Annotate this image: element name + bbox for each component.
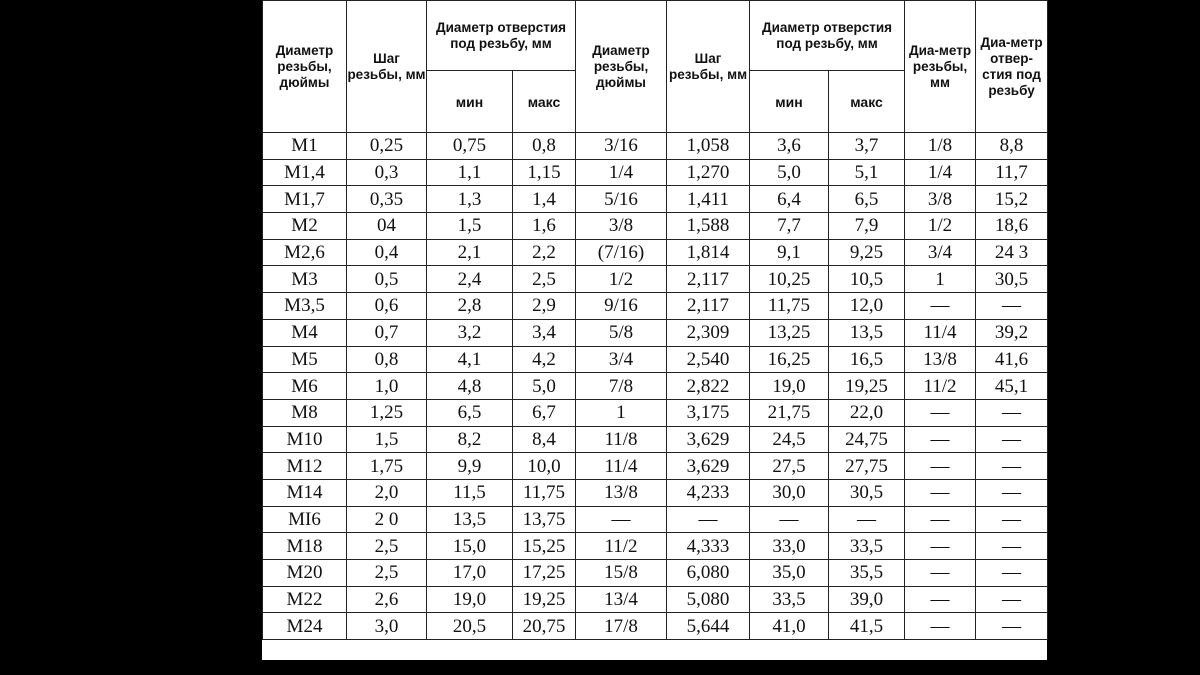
thread-hole-diameter-table <box>262 0 1048 640</box>
cell-hole-min: 1,5 <box>427 213 513 240</box>
cell-thread-size: M2,6 <box>263 239 347 266</box>
cell-hole-max-inch: 7,9 <box>829 213 905 240</box>
cell-hole-max: 13,75 <box>513 506 576 533</box>
cell-hole-min-inch: — <box>750 506 829 533</box>
cell-hole-dia-2: — <box>976 586 1048 613</box>
cell-hole-min: 20,5 <box>427 613 513 640</box>
cell-hole-max: 0,8 <box>513 133 576 160</box>
cell-thread-mm-2: 1 <box>905 266 976 293</box>
cell-hole-max: 8,4 <box>513 426 576 453</box>
cell-thread-size: M3,5 <box>263 293 347 320</box>
cell-thread-mm-2: — <box>905 453 976 480</box>
cell-thread-mm-2: — <box>905 479 976 506</box>
table-row <box>263 426 1048 453</box>
table-row <box>263 319 1048 346</box>
table-row <box>263 346 1048 373</box>
cell-thread-size: M22 <box>263 586 347 613</box>
thread-table-sheet <box>262 0 1047 660</box>
cell-pitch: 0,8 <box>347 346 427 373</box>
cell-thread-mm-2: 11/2 <box>905 373 976 400</box>
cell-thread-inch: 17/8 <box>576 613 667 640</box>
cell-hole-min-inch: 24,5 <box>750 426 829 453</box>
cell-hole-max-inch: 3,7 <box>829 133 905 160</box>
cell-thread-mm-2: 13/8 <box>905 346 976 373</box>
header-max: макс <box>513 71 576 133</box>
cell-pitch-inch: 5,080 <box>667 586 750 613</box>
cell-hole-min-inch: 3,6 <box>750 133 829 160</box>
header-max: макс <box>829 71 905 133</box>
cell-hole-dia-2: — <box>976 453 1048 480</box>
cell-thread-inch: 7/8 <box>576 373 667 400</box>
cell-hole-dia-2: — <box>976 399 1048 426</box>
cell-pitch-inch: 1,588 <box>667 213 750 240</box>
cell-hole-dia-2: — <box>976 506 1048 533</box>
cell-thread-size: M5 <box>263 346 347 373</box>
cell-hole-min-inch: 16,25 <box>750 346 829 373</box>
cell-thread-size: M6 <box>263 373 347 400</box>
cell-hole-min-inch: 27,5 <box>750 453 829 480</box>
cell-thread-inch: (7/16) <box>576 239 667 266</box>
cell-hole-max-inch: 39,0 <box>829 586 905 613</box>
cell-pitch-inch: 6,080 <box>667 560 750 587</box>
cell-hole-max: 1,4 <box>513 186 576 213</box>
cell-hole-max-inch: 41,5 <box>829 613 905 640</box>
cell-thread-size: M14 <box>263 479 347 506</box>
table-row <box>263 399 1048 426</box>
cell-thread-inch: 13/8 <box>576 479 667 506</box>
cell-hole-min: 2,1 <box>427 239 513 266</box>
cell-pitch-inch: 3,629 <box>667 453 750 480</box>
cell-hole-min: 15,0 <box>427 533 513 560</box>
cell-pitch: 1,0 <box>347 373 427 400</box>
cell-thread-size: MI6 <box>263 506 347 533</box>
table-header <box>263 1 1048 133</box>
table-row <box>263 586 1048 613</box>
cell-thread-inch: 1 <box>576 399 667 426</box>
cell-thread-size: M1 <box>263 133 347 160</box>
cell-hole-max: 3,4 <box>513 319 576 346</box>
cell-pitch-inch: 4,333 <box>667 533 750 560</box>
cell-hole-min: 19,0 <box>427 586 513 613</box>
cell-hole-min: 6,5 <box>427 399 513 426</box>
cell-hole-max-inch: 30,5 <box>829 479 905 506</box>
table-row <box>263 266 1048 293</box>
cell-hole-max: 2,9 <box>513 293 576 320</box>
cell-hole-min-inch: 30,0 <box>750 479 829 506</box>
cell-pitch: 2,6 <box>347 586 427 613</box>
cell-thread-mm-2: 1/4 <box>905 159 976 186</box>
cell-thread-mm-2: 1/8 <box>905 133 976 160</box>
cell-thread-size: M12 <box>263 453 347 480</box>
cell-thread-inch: 11/8 <box>576 426 667 453</box>
cell-thread-mm-2: 1/2 <box>905 213 976 240</box>
cell-thread-size: M1,7 <box>263 186 347 213</box>
header-min: мин <box>750 71 829 133</box>
cell-hole-dia-2: 39,2 <box>976 319 1048 346</box>
table-row <box>263 159 1048 186</box>
table-row <box>263 613 1048 640</box>
table-row <box>263 479 1048 506</box>
cell-hole-max-inch: 9,25 <box>829 239 905 266</box>
cell-thread-inch: 11/4 <box>576 453 667 480</box>
cell-hole-max-inch: 5,1 <box>829 159 905 186</box>
cell-pitch-inch: 2,309 <box>667 319 750 346</box>
table-row <box>263 373 1048 400</box>
table-body <box>263 133 1048 640</box>
cell-pitch: 2,5 <box>347 560 427 587</box>
cell-hole-min-inch: 13,25 <box>750 319 829 346</box>
cell-hole-max: 10,0 <box>513 453 576 480</box>
cell-hole-min-inch: 21,75 <box>750 399 829 426</box>
cell-pitch-inch: 2,540 <box>667 346 750 373</box>
cell-thread-mm-2: 3/8 <box>905 186 976 213</box>
cell-thread-inch: 11/2 <box>576 533 667 560</box>
cell-hole-min-inch: 33,0 <box>750 533 829 560</box>
cell-hole-min-inch: 10,25 <box>750 266 829 293</box>
cell-pitch: 1,25 <box>347 399 427 426</box>
cell-thread-mm-2: — <box>905 560 976 587</box>
table-row <box>263 506 1048 533</box>
header-hole-diameter: Диа-метр отвер-стия под резьбу <box>976 1 1048 133</box>
cell-thread-size: M2 <box>263 213 347 240</box>
cell-hole-max: 19,25 <box>513 586 576 613</box>
header-hole-diameter: Диаметр отверстия под резьбу, мм <box>750 1 905 71</box>
cell-hole-max: 4,2 <box>513 346 576 373</box>
cell-hole-max-inch: 10,5 <box>829 266 905 293</box>
cell-thread-inch: 3/8 <box>576 213 667 240</box>
cell-thread-inch: 1/4 <box>576 159 667 186</box>
cell-hole-max-inch: 35,5 <box>829 560 905 587</box>
cell-hole-dia-2: 45,1 <box>976 373 1048 400</box>
cell-thread-size: M20 <box>263 560 347 587</box>
cell-thread-inch: — <box>576 506 667 533</box>
cell-thread-size: M3 <box>263 266 347 293</box>
cell-hole-min: 3,2 <box>427 319 513 346</box>
cell-hole-min: 13,5 <box>427 506 513 533</box>
cell-hole-max-inch: 33,5 <box>829 533 905 560</box>
cell-pitch: 0,7 <box>347 319 427 346</box>
cell-hole-min-inch: 35,0 <box>750 560 829 587</box>
cell-pitch-inch: 3,629 <box>667 426 750 453</box>
cell-thread-mm-2: — <box>905 533 976 560</box>
cell-hole-dia-2: 11,7 <box>976 159 1048 186</box>
cell-hole-max-inch: 6,5 <box>829 186 905 213</box>
cell-pitch-inch: 2,822 <box>667 373 750 400</box>
cell-hole-max: 6,7 <box>513 399 576 426</box>
cell-thread-size: M18 <box>263 533 347 560</box>
cell-pitch-inch: 1,058 <box>667 133 750 160</box>
cell-thread-inch: 9/16 <box>576 293 667 320</box>
cell-pitch: 0,5 <box>347 266 427 293</box>
cell-hole-max-inch: 19,25 <box>829 373 905 400</box>
cell-hole-min: 1,1 <box>427 159 513 186</box>
cell-thread-mm-2: 11/4 <box>905 319 976 346</box>
cell-thread-inch: 5/8 <box>576 319 667 346</box>
cell-thread-size: M4 <box>263 319 347 346</box>
cell-hole-min-inch: 9,1 <box>750 239 829 266</box>
cell-thread-size: M1,4 <box>263 159 347 186</box>
cell-hole-max-inch: 16,5 <box>829 346 905 373</box>
cell-hole-min-inch: 11,75 <box>750 293 829 320</box>
cell-hole-dia-2: — <box>976 560 1048 587</box>
cell-pitch-inch: — <box>667 506 750 533</box>
cell-pitch: 0,3 <box>347 159 427 186</box>
cell-thread-mm-2: — <box>905 399 976 426</box>
cell-hole-dia-2: 30,5 <box>976 266 1048 293</box>
header-hole-diameter: Диаметр отверстия под резьбу, мм <box>427 1 576 71</box>
cell-hole-dia-2: — <box>976 426 1048 453</box>
table-row <box>263 133 1048 160</box>
cell-hole-min-inch: 19,0 <box>750 373 829 400</box>
cell-pitch-inch: 1,814 <box>667 239 750 266</box>
cell-pitch-inch: 2,117 <box>667 266 750 293</box>
cell-hole-min-inch: 7,7 <box>750 213 829 240</box>
cell-pitch: 0,35 <box>347 186 427 213</box>
cell-pitch: 0,6 <box>347 293 427 320</box>
table-row <box>263 533 1048 560</box>
cell-pitch-inch: 1,411 <box>667 186 750 213</box>
cell-hole-dia-2: — <box>976 613 1048 640</box>
cell-thread-mm-2: — <box>905 506 976 533</box>
header-min: мин <box>427 71 513 133</box>
header-thread-diameter-inches: Диаметр резьбы, дюймы <box>263 1 347 133</box>
table-row <box>263 560 1048 587</box>
cell-hole-min-inch: 41,0 <box>750 613 829 640</box>
cell-hole-min: 1,3 <box>427 186 513 213</box>
cell-thread-inch: 13/4 <box>576 586 667 613</box>
cell-hole-dia-2: 41,6 <box>976 346 1048 373</box>
cell-hole-max-inch: 22,0 <box>829 399 905 426</box>
cell-thread-size: M8 <box>263 399 347 426</box>
table-row <box>263 293 1048 320</box>
cell-pitch: 2 0 <box>347 506 427 533</box>
cell-thread-size: M24 <box>263 613 347 640</box>
cell-hole-dia-2: 8,8 <box>976 133 1048 160</box>
cell-hole-max-inch: 12,0 <box>829 293 905 320</box>
cell-hole-min: 11,5 <box>427 479 513 506</box>
cell-thread-inch: 3/16 <box>576 133 667 160</box>
cell-pitch: 2,5 <box>347 533 427 560</box>
cell-hole-min: 9,9 <box>427 453 513 480</box>
cell-hole-dia-2: — <box>976 533 1048 560</box>
cell-hole-max: 1,6 <box>513 213 576 240</box>
cell-hole-min: 4,8 <box>427 373 513 400</box>
cell-hole-dia-2: — <box>976 293 1048 320</box>
cell-pitch: 04 <box>347 213 427 240</box>
header-thread-diameter-inches: Диаметр резьбы, дюймы <box>576 1 667 133</box>
cell-pitch: 1,5 <box>347 426 427 453</box>
table-row <box>263 213 1048 240</box>
cell-hole-max: 2,2 <box>513 239 576 266</box>
cell-hole-dia-2: 18,6 <box>976 213 1048 240</box>
cell-thread-size: M10 <box>263 426 347 453</box>
cell-hole-min-inch: 6,4 <box>750 186 829 213</box>
cell-pitch: 3,0 <box>347 613 427 640</box>
cell-hole-dia-2: — <box>976 479 1048 506</box>
cell-hole-max: 11,75 <box>513 479 576 506</box>
cell-hole-max: 17,25 <box>513 560 576 587</box>
cell-hole-min: 2,4 <box>427 266 513 293</box>
cell-hole-min-inch: 33,5 <box>750 586 829 613</box>
cell-pitch: 0,25 <box>347 133 427 160</box>
cell-thread-inch: 5/16 <box>576 186 667 213</box>
header-thread-pitch: Шаг резьбы, мм <box>667 1 750 133</box>
cell-thread-mm-2: — <box>905 426 976 453</box>
table-row <box>263 239 1048 266</box>
cell-pitch-inch: 3,175 <box>667 399 750 426</box>
cell-thread-inch: 1/2 <box>576 266 667 293</box>
table-row <box>263 186 1048 213</box>
cell-thread-mm-2: — <box>905 586 976 613</box>
cell-hole-max: 15,25 <box>513 533 576 560</box>
cell-hole-max: 2,5 <box>513 266 576 293</box>
cell-thread-inch: 15/8 <box>576 560 667 587</box>
cell-hole-min: 0,75 <box>427 133 513 160</box>
cell-pitch-inch: 1,270 <box>667 159 750 186</box>
cell-hole-min: 4,1 <box>427 346 513 373</box>
cell-hole-max-inch: 13,5 <box>829 319 905 346</box>
cell-hole-max-inch: — <box>829 506 905 533</box>
cell-pitch-inch: 5,644 <box>667 613 750 640</box>
table-row <box>263 453 1048 480</box>
cell-pitch: 1,75 <box>347 453 427 480</box>
cell-hole-max-inch: 24,75 <box>829 426 905 453</box>
cell-hole-dia-2: 24 3 <box>976 239 1048 266</box>
header-thread-pitch: Шаг резьбы, мм <box>347 1 427 133</box>
cell-thread-mm-2: — <box>905 613 976 640</box>
cell-hole-min: 8,2 <box>427 426 513 453</box>
cell-pitch: 0,4 <box>347 239 427 266</box>
cell-thread-mm-2: 3/4 <box>905 239 976 266</box>
cell-pitch-inch: 2,117 <box>667 293 750 320</box>
cell-hole-max: 20,75 <box>513 613 576 640</box>
cell-thread-inch: 3/4 <box>576 346 667 373</box>
cell-hole-min-inch: 5,0 <box>750 159 829 186</box>
cell-hole-min: 17,0 <box>427 560 513 587</box>
cell-pitch-inch: 4,233 <box>667 479 750 506</box>
cell-hole-min: 2,8 <box>427 293 513 320</box>
cell-hole-max-inch: 27,75 <box>829 453 905 480</box>
header-thread-diameter-mm: Диа-метр резьбы, мм <box>905 1 976 133</box>
cell-thread-mm-2: — <box>905 293 976 320</box>
cell-hole-max: 1,15 <box>513 159 576 186</box>
cell-pitch: 2,0 <box>347 479 427 506</box>
cell-hole-dia-2: 15,2 <box>976 186 1048 213</box>
cell-hole-max: 5,0 <box>513 373 576 400</box>
